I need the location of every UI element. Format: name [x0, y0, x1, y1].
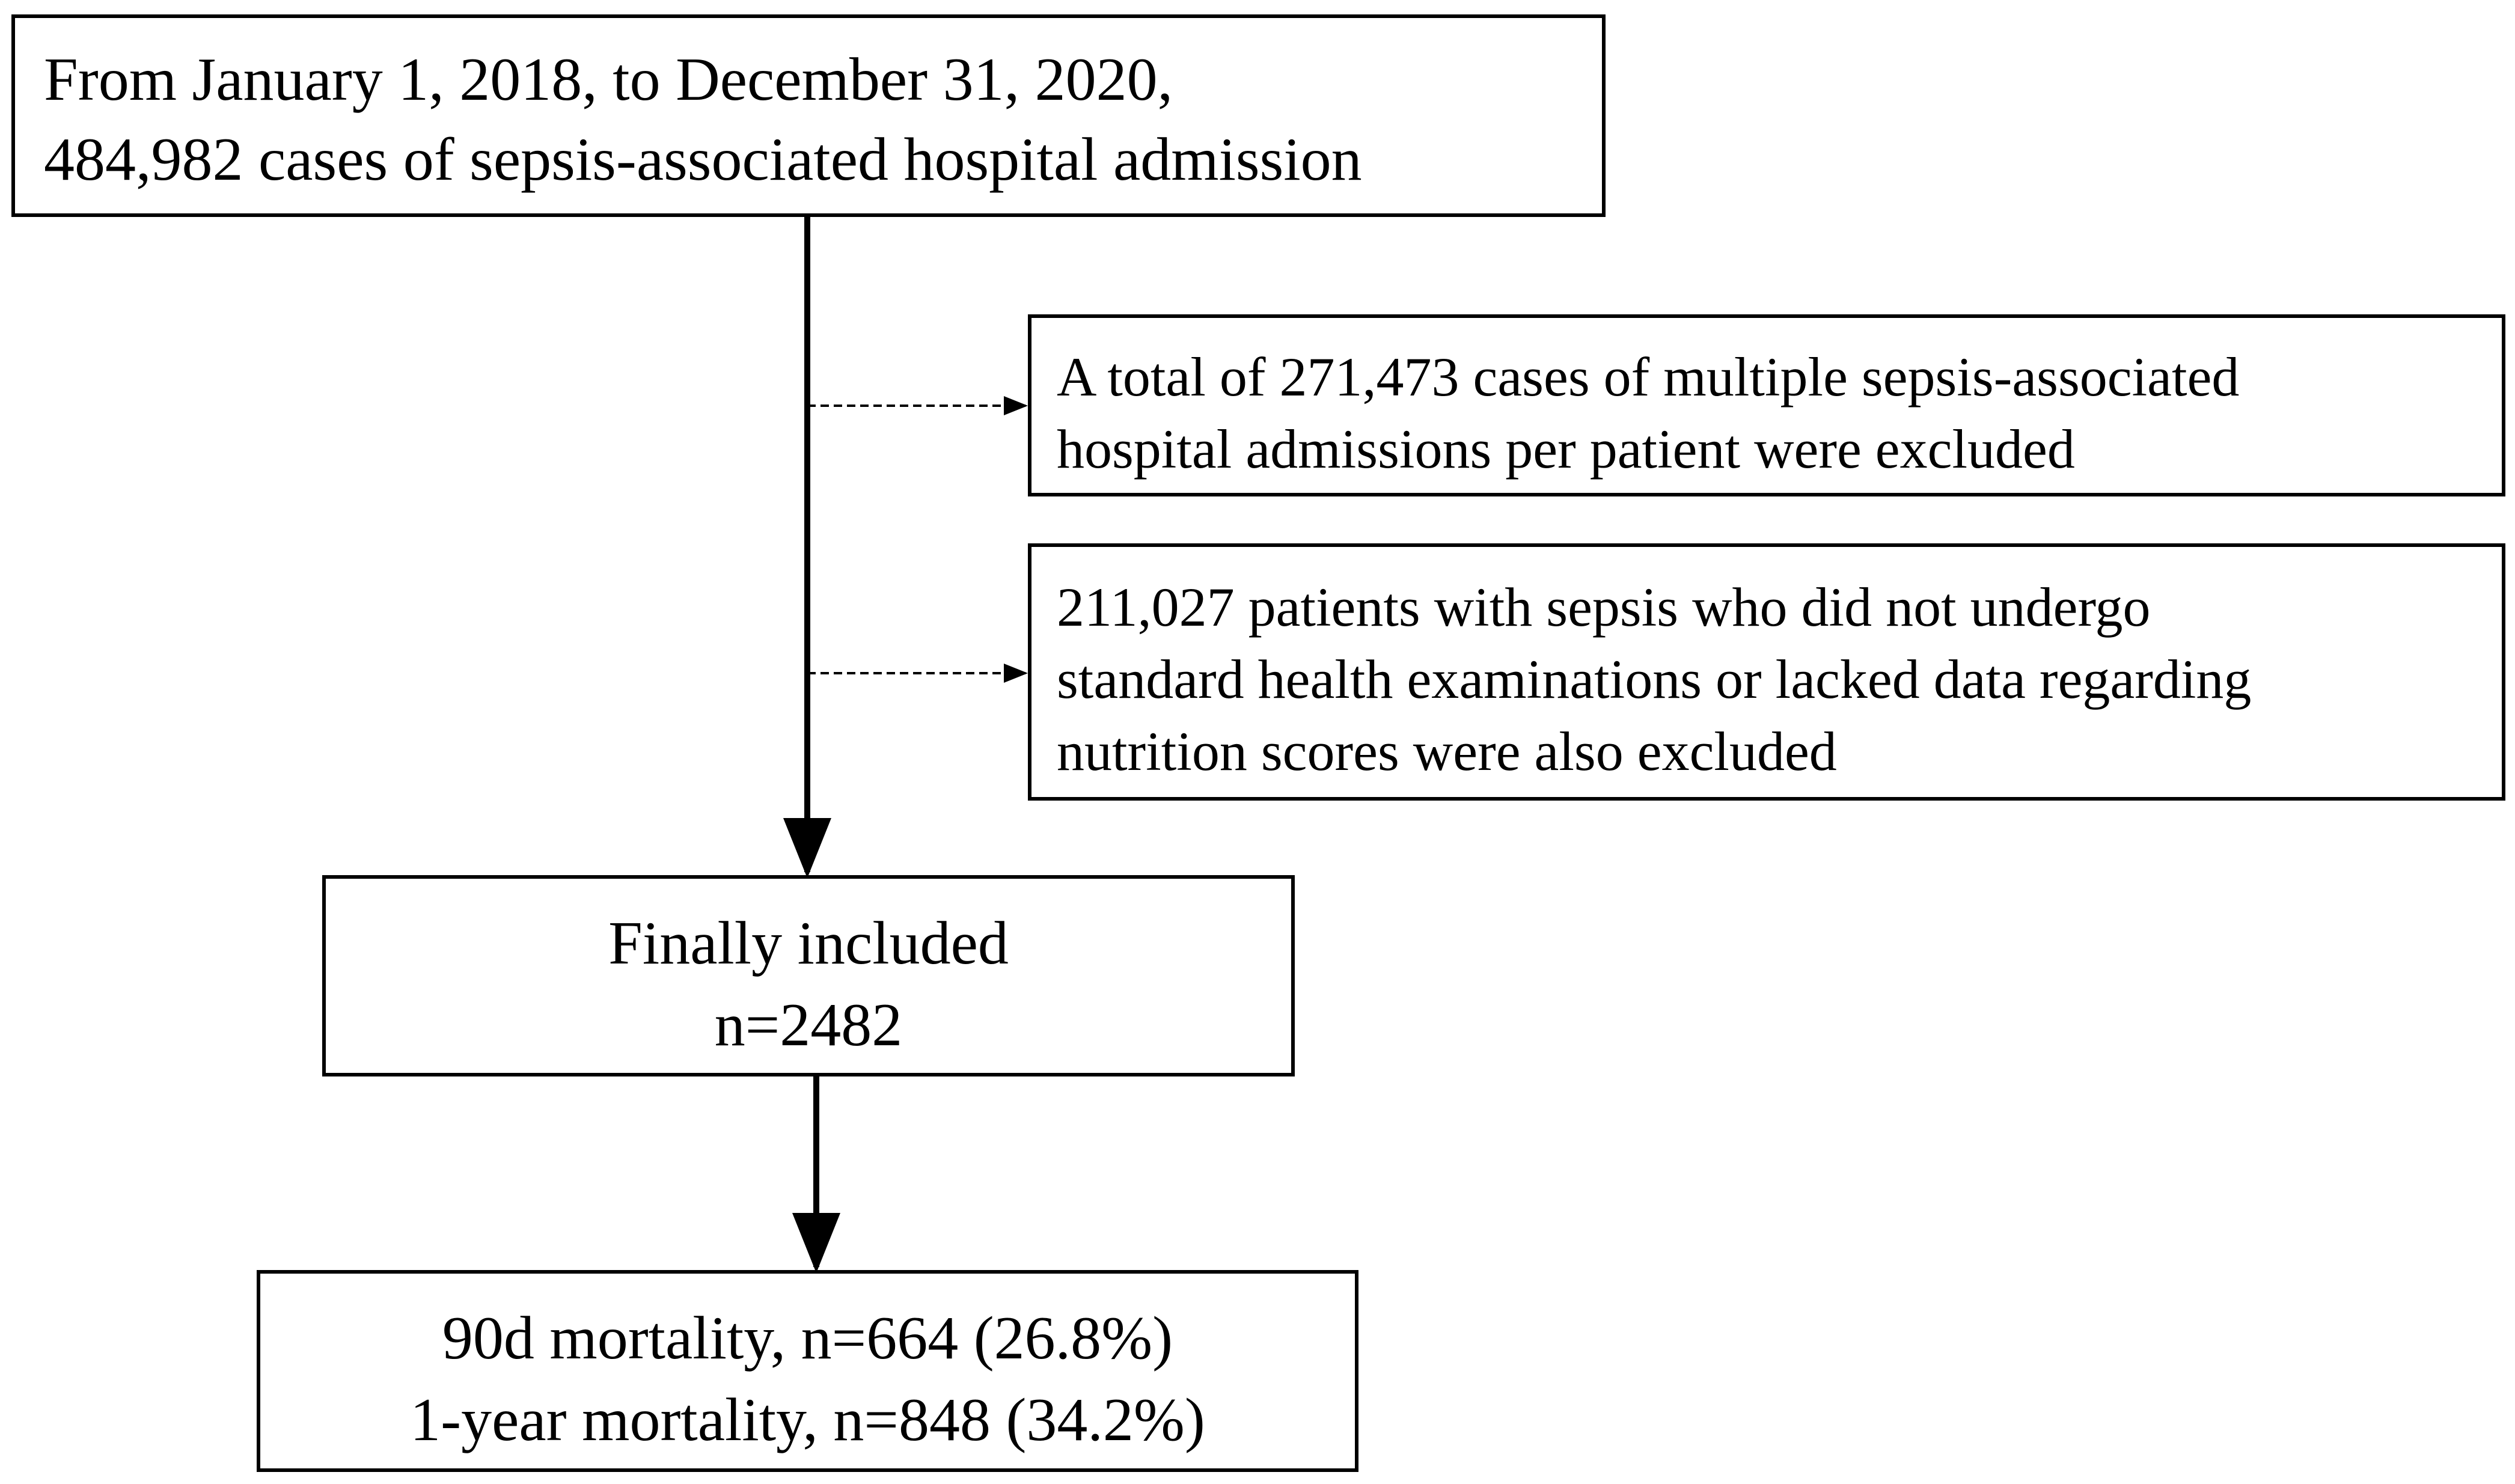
included-label: Finally included: [608, 909, 1009, 977]
exclusion-1-line-1: A total of 271,473 cases of multiple sepsis-associated: [1057, 346, 2240, 408]
exclusion-box-multiple-admissions: [1028, 314, 2505, 496]
included-count: n=2482: [714, 991, 903, 1059]
exclusion-1-line-2: hospital admissions per patient were excluded: [1057, 418, 2075, 480]
exclusion-2-line-1: 211,027 patients with sepsis who did not undergo: [1057, 576, 2151, 638]
mortality-1-year: 1-year mortality, n=848 (34.2%): [410, 1386, 1205, 1454]
source-line-2: 484,982 cases of sepsis-associated hospital admission: [44, 126, 1362, 194]
exclusion-2-line-2: standard health examinations or lacked data regarding: [1057, 649, 2252, 710]
mortality-outcome-box: [257, 1270, 1358, 1472]
exclusion-box-missing-data: [1028, 543, 2505, 801]
exclusion-2-line-3: nutrition scores were also excluded: [1057, 721, 1837, 782]
final-included-box: [322, 875, 1295, 1076]
source-line-1: From January 1, 2018, to December 31, 2020,: [44, 46, 1173, 114]
mortality-90d: 90d mortality, n=664 (26.8%): [442, 1304, 1173, 1372]
source-population-box: [11, 14, 1606, 217]
